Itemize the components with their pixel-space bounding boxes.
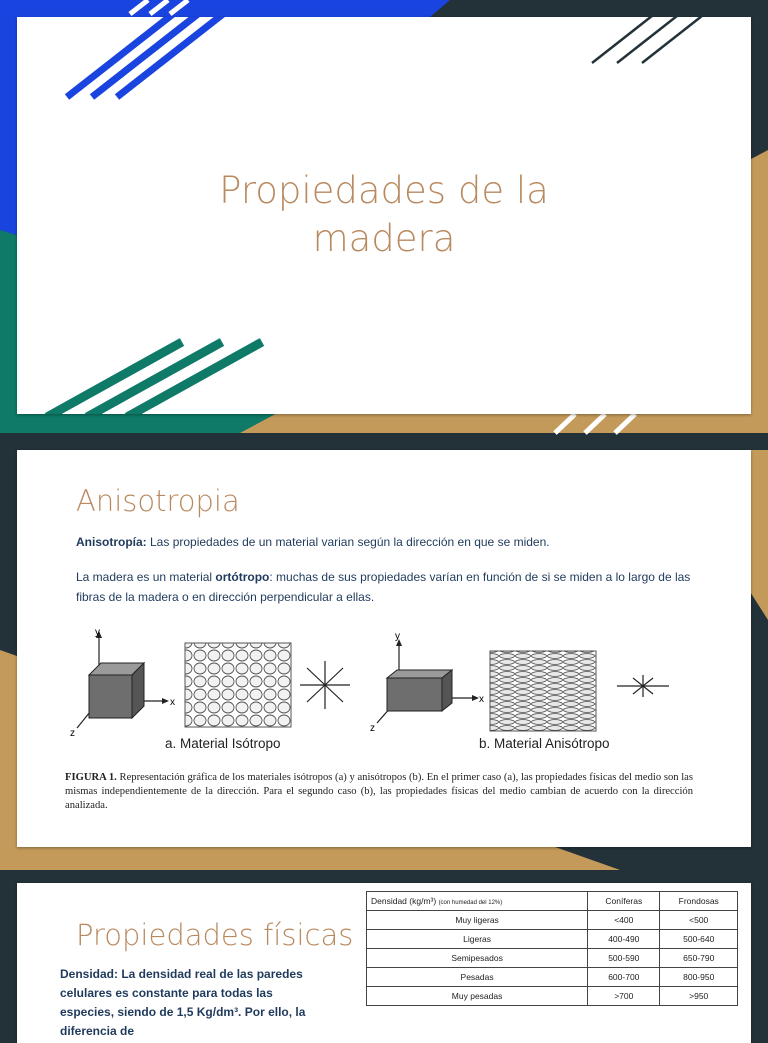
axis-y-b: y <box>395 631 400 642</box>
title-line-2: madera <box>312 217 456 260</box>
presentation-title <box>17 167 751 263</box>
header-density <box>367 892 588 911</box>
label-anisotropic: b. Material Anisótropo <box>479 736 610 751</box>
table-cell: 600-700 <box>588 968 660 987</box>
title-line-1: Propiedades de la <box>219 169 549 212</box>
definition-text: Las propiedades de un material varian según la dirección en que se miden. <box>146 535 550 549</box>
header-coniferas: Coníferas <box>588 892 660 911</box>
figure-illustration <box>67 623 707 763</box>
orthotropic-term: ortótropo <box>215 570 270 584</box>
table-cell: <500 <box>660 911 738 930</box>
cube-a <box>89 663 144 718</box>
table-cell: Pesadas <box>367 968 588 987</box>
figure-caption-text: Representación gráfica de los materiales isótropos (a) y anisótropos (b). En el primer caso (a), las propiedades físicas del medio son las mismas independientemente de la dirección. Para el segundo caso (b), las propiedades físicas del medio cambian de acuerdo con la dirección analizada. <box>65 772 694 811</box>
title-slide <box>17 17 751 414</box>
figure-caption <box>65 771 693 813</box>
table-row <box>367 968 738 987</box>
table-cell: 800-950 <box>660 968 738 987</box>
axis-x-b: x <box>479 694 484 705</box>
orthotropic-paragraph <box>76 567 716 607</box>
table-cell: Ligeras <box>367 930 588 949</box>
anisotropic-directions-icon <box>617 675 669 697</box>
header-frondosas: Frondosas <box>660 892 738 911</box>
cube-b <box>387 670 452 711</box>
anisotropy-slide <box>17 450 751 847</box>
density-paragraph: Densidad: La densidad real de las paredes celulares es constante para todas las especies, siendo de 1,5 Kg/dm³. Por ello, la diferencia de <box>60 967 306 1038</box>
table-cell: >950 <box>660 987 738 1006</box>
isotropy-figure <box>67 623 707 763</box>
axis-z-a: z <box>70 728 75 739</box>
table-cell: 500-590 <box>588 949 660 968</box>
anisotropic-sample <box>490 651 596 731</box>
label-isotropic: a. Material Isótropo <box>165 736 281 751</box>
table-cell: 650-790 <box>660 949 738 968</box>
axis-x-a: x <box>170 697 175 708</box>
table-cell: <400 <box>588 911 660 930</box>
table-cell: 400-490 <box>588 930 660 949</box>
slide-heading: Propiedades físicas <box>76 918 354 952</box>
table-header-row <box>367 892 738 911</box>
table-cell: Muy pesadas <box>367 987 588 1006</box>
table-row <box>367 911 738 930</box>
paragraph-text-rest: : muchas de sus propiedades varían en función de si se miden a lo largo de las fibras de la madera o en dirección perpendicular a ellas. <box>76 570 691 604</box>
paragraph-text-start: La madera es un material <box>76 570 216 584</box>
table-row <box>367 987 738 1006</box>
density-table <box>366 891 738 1006</box>
table-cell: Muy ligeras <box>367 911 588 930</box>
axis-z-b: z <box>370 723 375 734</box>
slide-heading: Anisotropia <box>76 484 240 518</box>
table-cell: >700 <box>588 987 660 1006</box>
definition-term: Anisotropía: <box>76 535 147 549</box>
isotropic-directions-icon <box>300 661 350 709</box>
header-density-note: (con humedad del 12%) <box>438 900 503 906</box>
table-row <box>367 930 738 949</box>
physical-properties-slide <box>17 883 751 1043</box>
header-density-label: Densidad (kg/m³) <box>371 896 437 906</box>
table-cell: 500-640 <box>660 930 738 949</box>
table-cell: Semipesados <box>367 949 588 968</box>
axis-y-a: y <box>95 627 100 638</box>
anisotropy-definition <box>76 532 716 552</box>
isotropic-sample <box>185 643 291 727</box>
table-row <box>367 949 738 968</box>
figure-caption-label: FIGURA 1. <box>65 772 117 783</box>
